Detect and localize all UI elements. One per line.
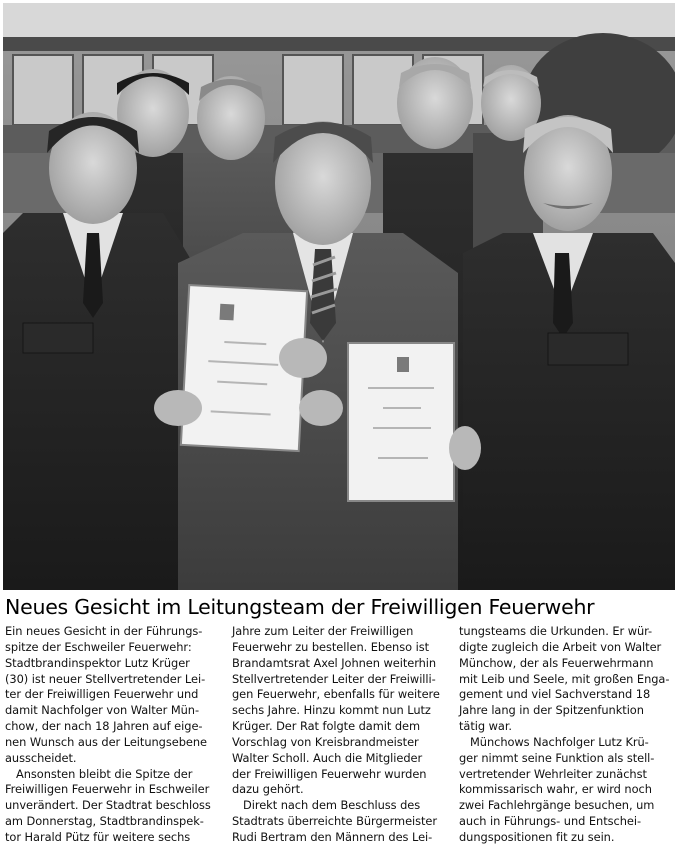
paragraph: Ansonsten bleibt die Spitze der Freiwilligen Feuerwehr in Eschweiler unverändert. Der Stadtrat beschloss am Donnerstag, Stadtbrandinspek- tor Harald Pütz für weitere sechs <box>5 766 211 844</box>
paragraph: Münchows Nachfolger Lutz Krü- ger nimmt seine Funktion als stell- vertretender Wehrleiter zunächst kommissarisch wahr, er wird noch zwei Fachlehrgänge besuchen, um auch in Führungs- und Entschei- dungspositionen fit zu sein. <box>459 734 655 844</box>
article-column-2 <box>232 624 448 846</box>
paragraph: tungsteams die Urkunden. Er wür- digte zugleich die Arbeit von Walter Münchow, der als Feuerwehrmann mit Leib und Seele, mit großen Enga- gement und viel Sachverstand 18 Jahre lang in der Spitzenfunktion tätig war. <box>459 624 670 734</box>
paragraph: Ein neues Gesicht in der Führungs- spitze der Eschweiler Feuerwehr: Stadtbrandinspektor Lutz Krüger (30) ist neuer Stellvertretender Lei- ter der Freiwilligen Feuerwehr und damit Nachfolger von Walter Mün- chow, der nach 18 Jahren auf eige- nen Wunsch aus der Leitungsebene ausscheidet. <box>5 624 207 765</box>
group-photo <box>3 3 675 590</box>
paragraph: Direkt nach dem Beschluss des Stadtrats überreichte Bürgermeister Rudi Bertram den Männern des Lei- <box>232 798 438 844</box>
paragraph: Jahre zum Leiter der Freiwilligen Feuerwehr zu bestellen. Ebenso ist Brandamtsrat Axel Johnen weiterhin Stellvertretender Leiter der Freiwilli- gen Feuerwehr, ebenfalls für weitere sechs Jahre. Hinzu kommt nun Lutz Krüger. Der Rat folgte damit dem Vorschlag von Kreisbrandmeister Walter Scholl. Auch die Mitglieder der Freiwilligen Feuerwehr wurden dazu gehört. <box>232 624 440 797</box>
article-column-3 <box>459 624 675 846</box>
article-column-1 <box>5 624 221 846</box>
article-headline: Neues Gesicht im Leitungsteam der Freiwilligen Feuerwehr <box>5 595 595 619</box>
